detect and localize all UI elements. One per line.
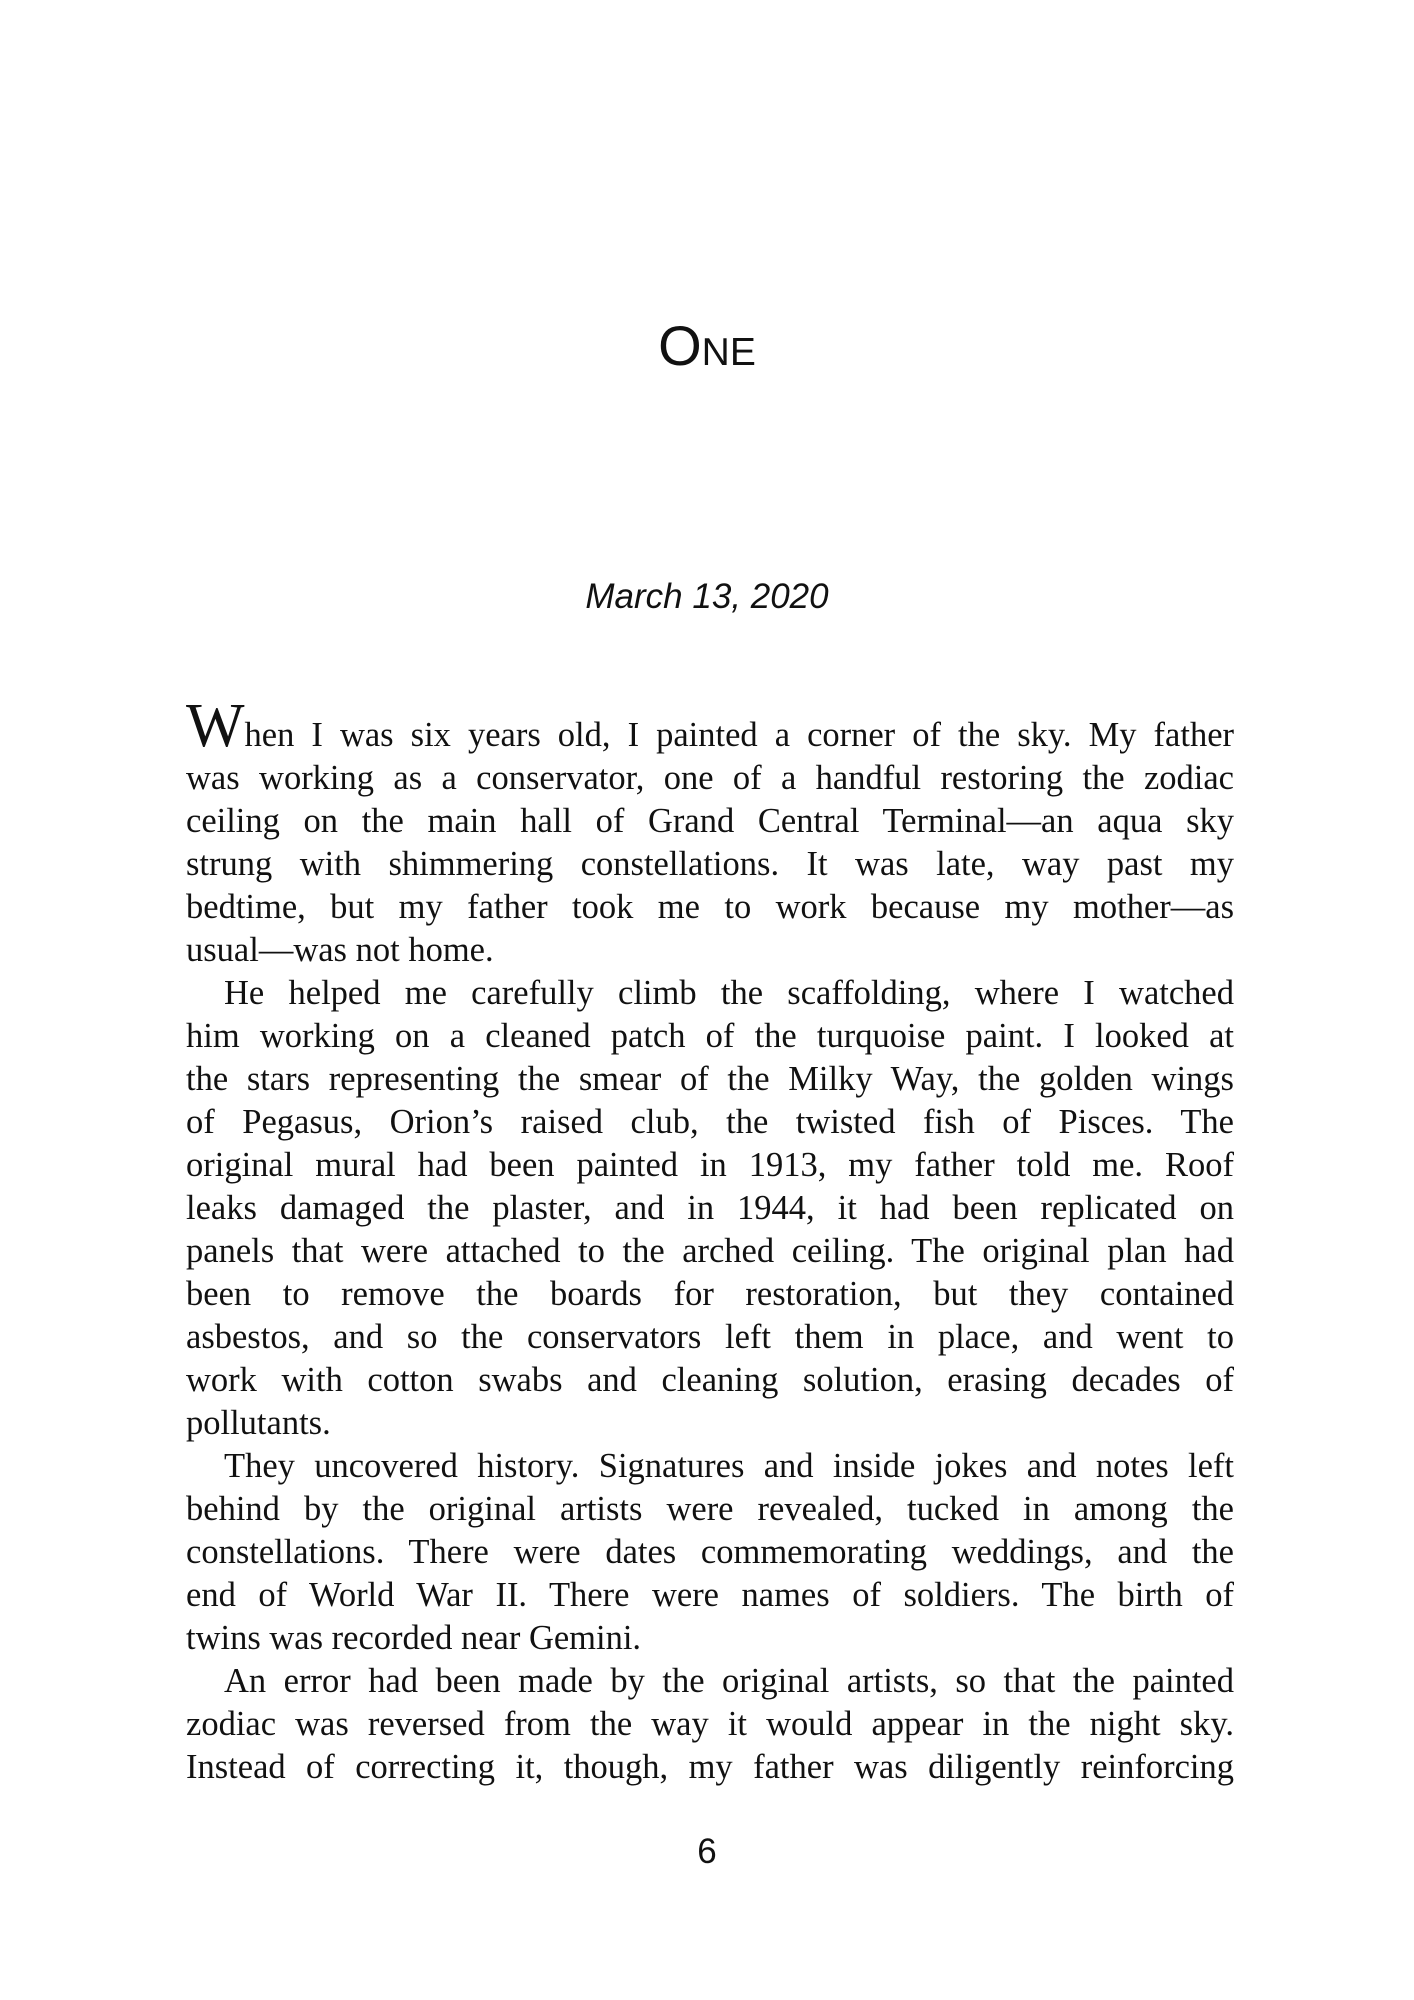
text-line: behind by the original artists were revealed, tucked in among the — [186, 1490, 1234, 1528]
text-line: was working as a conservator, one of a handful restoring the zodiac — [186, 759, 1234, 797]
text-line: An error had been made by the original artists, so that the painted — [224, 1662, 1234, 1700]
text-line: He helped me carefully climb the scaffolding, where I watched — [224, 974, 1234, 1012]
body-text — [186, 692, 1234, 1789]
text-line: work with cotton swabs and cleaning solution, erasing decades of — [186, 1361, 1234, 1399]
text-line: the stars representing the smear of the Milky Way, the golden wings — [186, 1060, 1234, 1098]
text-line: strung with shimmering constellations. It was late, way past my — [186, 845, 1234, 883]
text-line: bedtime, but my father took me to work because my mother—as — [186, 888, 1234, 926]
text-line: asbestos, and so the conservators left them in place, and went to — [186, 1318, 1234, 1356]
text-line: zodiac was reversed from the way it would appear in the night sky. — [186, 1705, 1234, 1743]
text-line: been to remove the boards for restoration, but they contained — [186, 1275, 1234, 1313]
text-line: They uncovered history. Signatures and inside jokes and notes left — [224, 1447, 1234, 1485]
text-line: of Pegasus, Orion’s raised club, the twisted fish of Pisces. The — [186, 1103, 1234, 1141]
paragraph-2 — [186, 972, 1234, 1445]
page-number: 6 — [697, 1832, 717, 1871]
text-line: him working on a cleaned patch of the turquoise paint. I looked at — [186, 1017, 1234, 1055]
text-line: constellations. There were dates commemorating weddings, and the — [186, 1533, 1234, 1571]
paragraph-1 — [186, 692, 1234, 972]
text-line: pollutants. — [186, 1404, 331, 1442]
chapter-title: One — [658, 314, 756, 377]
text-line: leaks damaged the plaster, and in 1944, it had been replicated on — [186, 1189, 1234, 1227]
text-line: end of World War II. There were names of soldiers. The birth of — [186, 1576, 1234, 1614]
text-line: Instead of correcting it, though, my father was diligently reinforcing — [186, 1748, 1234, 1786]
drop-cap: W — [186, 692, 245, 760]
text-line: ceiling on the main hall of Grand Central Terminal—an aqua sky — [186, 802, 1234, 840]
chapter-date: March 13, 2020 — [585, 577, 829, 616]
text-line: usual—was not home. — [186, 931, 494, 969]
text-line: original mural had been painted in 1913, my father told me. Roof — [186, 1146, 1234, 1184]
text-line: panels that were attached to the arched ceiling. The original plan had — [186, 1232, 1234, 1270]
paragraph-4 — [186, 1660, 1234, 1789]
text-line: twins was recorded near Gemini. — [186, 1619, 642, 1657]
text-line: When I was six years old, I painted a corner of the sky. My father — [186, 692, 1234, 760]
paragraph-3 — [186, 1445, 1234, 1660]
